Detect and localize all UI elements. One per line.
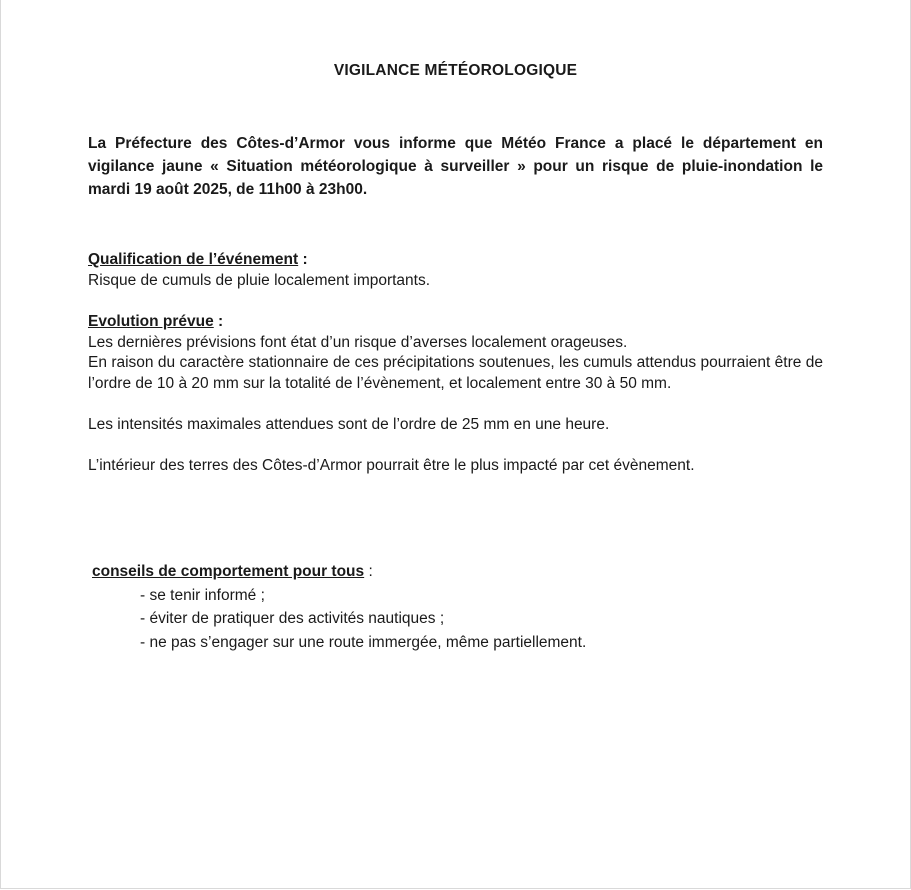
evolution-section: [88, 312, 823, 476]
qualification-heading-text: Qualification de l’événement: [88, 251, 299, 268]
advice-heading-colon: :: [364, 563, 373, 580]
document-title: VIGILANCE MÉTÉOROLOGIQUE: [333, 62, 578, 79]
advice-section: [92, 560, 586, 654]
evolution-heading: [88, 312, 823, 333]
qualification-section: [88, 250, 823, 291]
qualification-heading: [88, 250, 823, 271]
evolution-heading-text: Evolution prévue: [88, 313, 214, 330]
advice-list: [92, 584, 586, 655]
advice-item: - ne pas s’engager sur une route immergée, même partiellement.: [140, 633, 587, 651]
evolution-paragraph-4: L’intérieur des terres des Côtes-d’Armor pourrait être le plus impacté par cet évènement.: [88, 456, 695, 474]
qualification-text: Risque de cumuls de pluie localement importants.: [88, 271, 431, 289]
advice-item: - éviter de pratiquer des activités nautiques ;: [140, 610, 445, 627]
evolution-paragraph-1: Les dernières prévisions font état d’un risque d’averses localement orageuses.: [88, 333, 628, 351]
advice-heading: [92, 560, 586, 584]
evolution-paragraph-3: Les intensités maximales attendues sont de l’ordre de 25 mm en une heure.: [88, 415, 610, 433]
qualification-heading-colon: :: [298, 251, 308, 268]
advice-heading-text: conseils de comportement pour tous: [92, 563, 365, 580]
intro-paragraph: La Préfecture des Côtes-d’Armor vous informe que Météo France a placé le département en vigilance jaune « Situation météorologique à surveiller » pour un risque de pluie-inondation le mardi 19 août 2025, de 11h00 à 23h00.: [88, 135, 823, 198]
evolution-paragraph-2: En raison du caractère stationnaire de ces précipitations soutenues, les cumuls attendus pourraient être de l’ordre de 10 à 20 mm sur la totalité de l’évènement, et localement entre 30 à 50 mm.: [88, 354, 823, 392]
advice-item: - se tenir informé ;: [140, 586, 265, 604]
evolution-heading-colon: :: [213, 313, 224, 330]
